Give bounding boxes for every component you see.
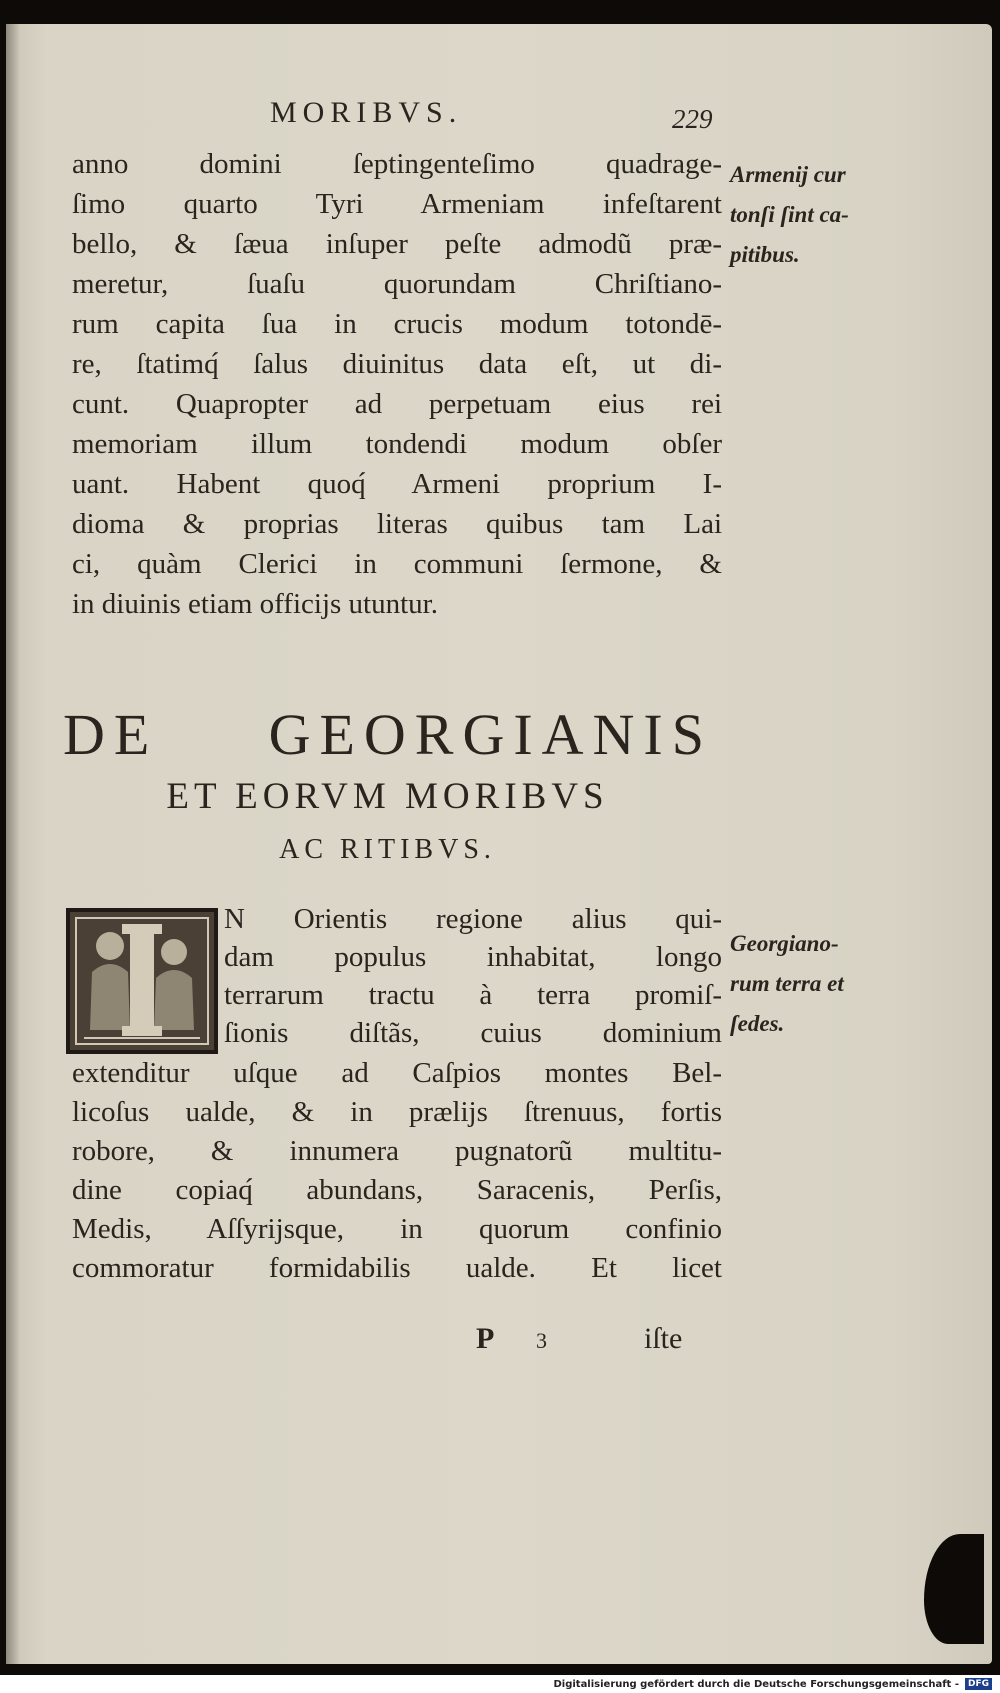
text-line: dine copiaq́ abundans, Saracenis, Perſis, — [72, 1174, 722, 1206]
text-line: re, ſtatimq́ ſalus diuinitus data eſt, ut di- — [72, 348, 722, 380]
text-line: bello, & ſæua inſuper peſte admodũ præ- — [72, 228, 722, 260]
marginal-note-armenians — [730, 155, 930, 275]
footer-text: Digitalisierung gefördert durch die Deutsche Forschungsgemeinschaft - — [553, 1679, 959, 1690]
section-heading-subtitle-2: AC RITIBVS. — [279, 834, 496, 865]
text-line: licoſus ualde, & in prælijs ſtrenuus, fortis — [72, 1096, 722, 1128]
marginal-line: pitibus. — [730, 242, 800, 267]
paragraph-armenians — [72, 144, 722, 624]
catchword: iſte — [644, 1322, 683, 1355]
woodcut-initial-i-icon — [66, 908, 218, 1054]
text-line: robore, & innumera pugnatorũ multitu- — [72, 1135, 722, 1167]
running-head: MORIBVS. — [270, 96, 463, 129]
torn-page-corner — [924, 1534, 984, 1644]
text-line: Medis, Aſſyrijsque, in quorum confinio — [72, 1213, 722, 1245]
text-line-last: in diuinis etiam officijs utuntur. — [72, 588, 438, 620]
marginal-line: tonſi ſint ca- — [730, 202, 849, 227]
woodcut-initial-graphic — [70, 912, 214, 1050]
text-line: anno domini ſeptingenteſimo quadrage- — [72, 148, 722, 180]
marginal-line: Armenij cur — [730, 162, 846, 187]
dfg-logo-icon: DFG — [965, 1678, 992, 1690]
catchline — [476, 1322, 706, 1362]
text-line: rum capita ſua in crucis modum totondē- — [72, 308, 722, 340]
text-line: extenditur uſque ad Caſpios montes Bel- — [72, 1057, 722, 1089]
paragraph-georgians — [72, 1054, 722, 1288]
text-line: commoratur formidabilis ualde. Et licet — [72, 1252, 722, 1284]
signature-mark: P — [476, 1322, 495, 1355]
marginal-note-georgians — [730, 924, 930, 1044]
digitization-footer — [0, 1676, 1000, 1693]
section-heading-title: DE GEORGIANIS — [63, 702, 713, 767]
page-number: 229 — [672, 104, 713, 134]
text-line: ci, quàm Clerici in communi ſermone, & — [72, 548, 722, 580]
text-line: cunt. Quapropter ad perpetuam eius rei — [72, 388, 722, 420]
text-line: uant. Habent quoq́ Armeni proprium I- — [72, 468, 722, 500]
marginal-line: Georgiano- — [730, 931, 839, 956]
paragraph-georgians-intro — [224, 900, 722, 1052]
marginal-line: ſedes. — [730, 1011, 785, 1036]
text-line: terrarum tractu à terra promiſ- — [224, 979, 722, 1011]
section-heading-subtitle: ET EORVM MORIBVS — [166, 776, 609, 817]
marginal-line: rum terra et — [730, 971, 844, 996]
text-line: dioma & proprias literas quibus tam Lai — [72, 508, 722, 540]
signature-number: 3 — [536, 1328, 547, 1353]
text-line: dam populus inhabitat, longo — [224, 941, 722, 973]
text-line: ſimo quarto Tyri Armeniam infeſtarent — [72, 188, 722, 220]
text-line: meretur, ſuaſu quorundam Chriſtiano- — [72, 268, 722, 300]
text-line: memoriam illum tondendi modum obſer — [72, 428, 722, 460]
text-line: N Orientis regione alius qui- — [224, 903, 722, 935]
text-line: ſionis diſtãs, cuius dominium — [224, 1017, 722, 1049]
